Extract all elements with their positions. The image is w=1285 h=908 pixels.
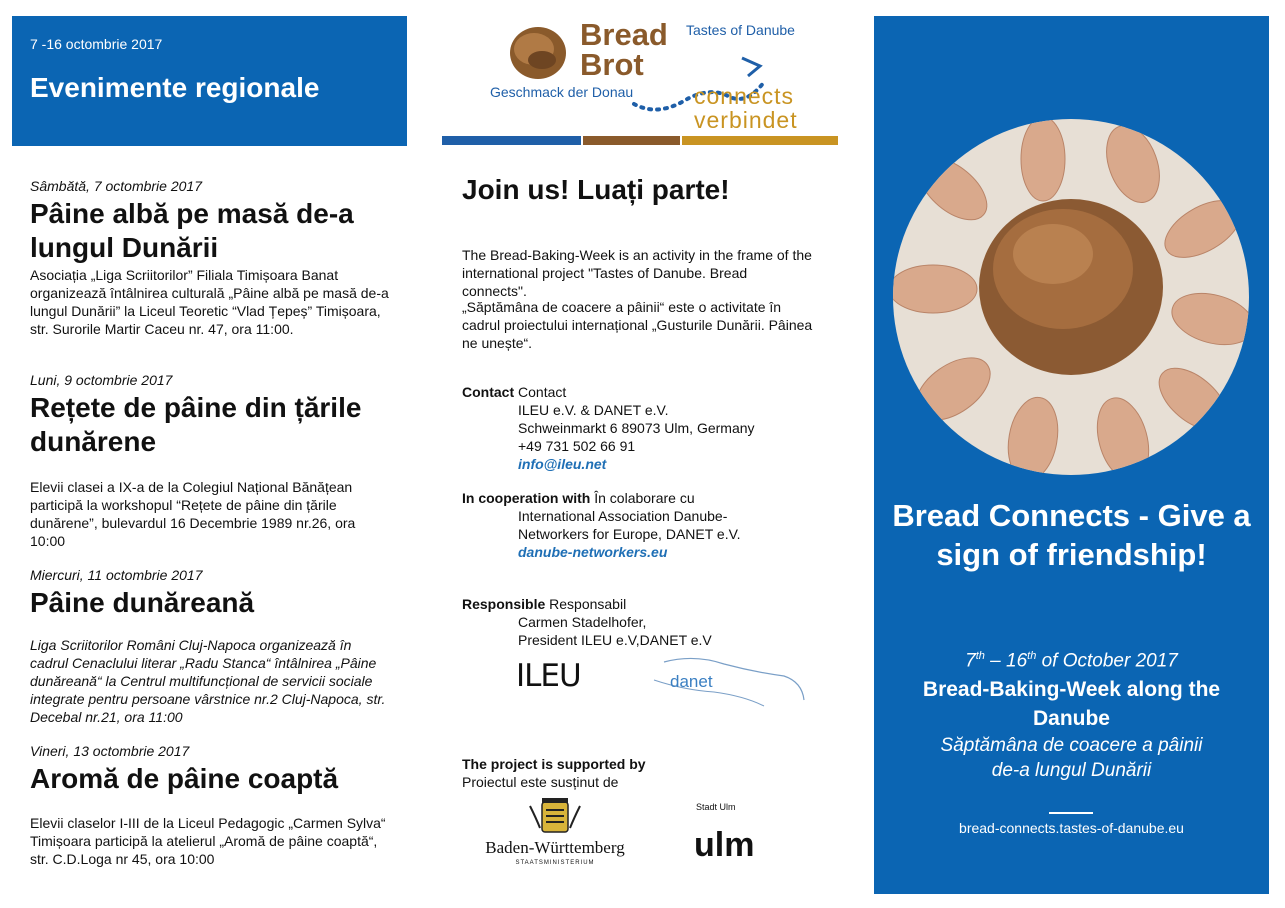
contact-address: Schweinmarkt 6 89073 Ulm, Germany [518, 420, 755, 436]
logo-tastes: Tastes of Danube [686, 22, 795, 38]
resp-label-ro: Responsabil [549, 596, 627, 612]
contact-email-wrap [462, 455, 878, 473]
event-1-title: Pâine albă pe masă de-a lungul Dunării [30, 198, 354, 263]
logo-geschmack: Geschmack der Donau [490, 84, 634, 100]
coop-label: In cooperation with [462, 490, 591, 506]
header-dates: 7 -16 octombrie 2017 [30, 36, 163, 52]
event-4-title: Aromă de pâine coaptă [30, 763, 339, 794]
bw-sub: STAATSMINISTERIUM [515, 860, 595, 866]
danet-logo-text: danet [670, 672, 713, 691]
event-4-text: Elevii claselor I-III de la Liceul Pedagogic „Carmen Sylva“ Timișoara participă la atelierul „Aromă de pâine coaptă“, str. C.D.Loga nr 45, ora 10:00 [30, 815, 386, 867]
logo-brot: Brot [580, 47, 644, 82]
resp-line [462, 595, 822, 613]
hands-bread-photo [893, 119, 1249, 475]
date-end: of October 2017 [1036, 650, 1178, 672]
contact-line [462, 383, 822, 401]
event-3-title: Pâine dunăreană [30, 587, 255, 618]
coop-org: International Association Danube-Networkers for Europe, DANET e.V. [518, 508, 741, 542]
bw-name: Baden-Württemberg [485, 838, 625, 857]
contact-org: ILEU e.V. & DANET e.V. [518, 402, 669, 418]
coop-line [462, 489, 822, 507]
intro-ro: „Săptămâna de coacere a pâinii“ este o activitate în cadrul proiectului internațional „Gusturile Dunării. Pâinea ne unește“. [462, 299, 813, 351]
hands-around-bread-illustration [893, 119, 1249, 475]
tagline: Bread Connects - Give a sign of friendship! [892, 498, 1251, 572]
coat-of-arms-icon [482, 798, 628, 838]
resp-role: President ILEU e.V,DANET e.V [518, 632, 712, 648]
divider [1049, 812, 1093, 814]
date-end-sup: th [1027, 650, 1037, 662]
week-ro-text: Săptămâna de coacere a pâinii de-a lungul Dunării [940, 735, 1203, 781]
coop-label-ro: În colaborare cu [594, 490, 695, 506]
join-title: Join us! Luați parte! [462, 174, 730, 205]
week-en [874, 675, 1269, 733]
date-start-sup: th [975, 650, 985, 662]
left-header [12, 16, 407, 146]
contact-label-ro: Contact [518, 384, 567, 400]
date-mid: – 16 [984, 650, 1028, 672]
coop-url-wrap [462, 543, 878, 561]
event-3-date: Miercuri, 11 octombrie 2017 [30, 567, 203, 583]
resp-label: Responsible [462, 596, 546, 612]
site-url[interactable]: bread-connects.tastes-of-danube.eu [959, 820, 1184, 836]
support-label: The project is supported by [462, 756, 646, 772]
logo-bread: Bread [580, 17, 668, 52]
danube-map-icon [644, 650, 809, 710]
intro-en: The Bread-Baking-Week is an activity in the frame of the international project "Tastes of Danube. Bread connects". [462, 247, 812, 299]
stadt-ulm-label: Stadt Ulm [696, 802, 736, 812]
ulm-logo: ulm [694, 826, 755, 864]
event-3-text: Liga Scriitorilor Români Cluj-Napoca organizează în cadrul Cenaclului literar „Radu Stanca“ întâlnirea „Pâine dunăreană“ la Centrul multifuncțional de servicii sociale integrate pentru persoane vârstnice nr.2 Cluj-Napoca, str. Decebal nr.21, ora 11:00 [30, 637, 386, 725]
bread-connects-logo [442, 16, 838, 148]
contact-label: Contact [462, 384, 515, 400]
event-1-date: Sâmbătă, 7 octombrie 2017 [30, 178, 202, 194]
date-range [874, 650, 1269, 672]
week-ro [874, 733, 1269, 783]
contact-email[interactable]: info@ileu.net [518, 456, 607, 472]
event-4-date: Vineri, 13 octombrie 2017 [30, 743, 190, 759]
event-1-text: Asociația „Liga Scriitorilor” Filiala Timișoara Banat organizează întâlnirea culturală „Pâine albă pe masă de-a lungul Dunării” la Liceul Teoretic “Vlad Țepeș” Timișoara, str. Surorile Martir Caceu nr. 47, ora 11:00. [30, 267, 389, 337]
support-label-ro: Proiectul este susținut de [462, 774, 619, 790]
contact-phone: +49 731 502 66 91 [518, 438, 636, 454]
event-2-date: Luni, 9 octombrie 2017 [30, 372, 173, 388]
resp-name: Carmen Stadelhofer, [518, 614, 647, 630]
week-en-text: Bread-Baking-Week along the Danube [922, 678, 1221, 730]
danet-logo [644, 650, 809, 710]
header-title: Evenimente regionale [30, 72, 320, 103]
date-start: 7 [965, 650, 976, 672]
event-2-title: Rețete de pâine din țările dunărene [30, 392, 362, 457]
logo-verbindet: verbindet [694, 107, 798, 133]
event-2-text: Elevii clasei a IX-a de la Colegiul Național Bănățean participă la workshopul “Rețete de pâine din țările dunărene”, bulevardul 16 Decembrie 1989 nr.26, ora 10:00 [30, 479, 356, 549]
coop-url[interactable]: danube-networkers.eu [518, 544, 668, 560]
ileu-logo: ILEU [516, 658, 581, 694]
baden-wuerttemberg-logo [482, 798, 628, 872]
logo-connects: connects [694, 83, 795, 109]
